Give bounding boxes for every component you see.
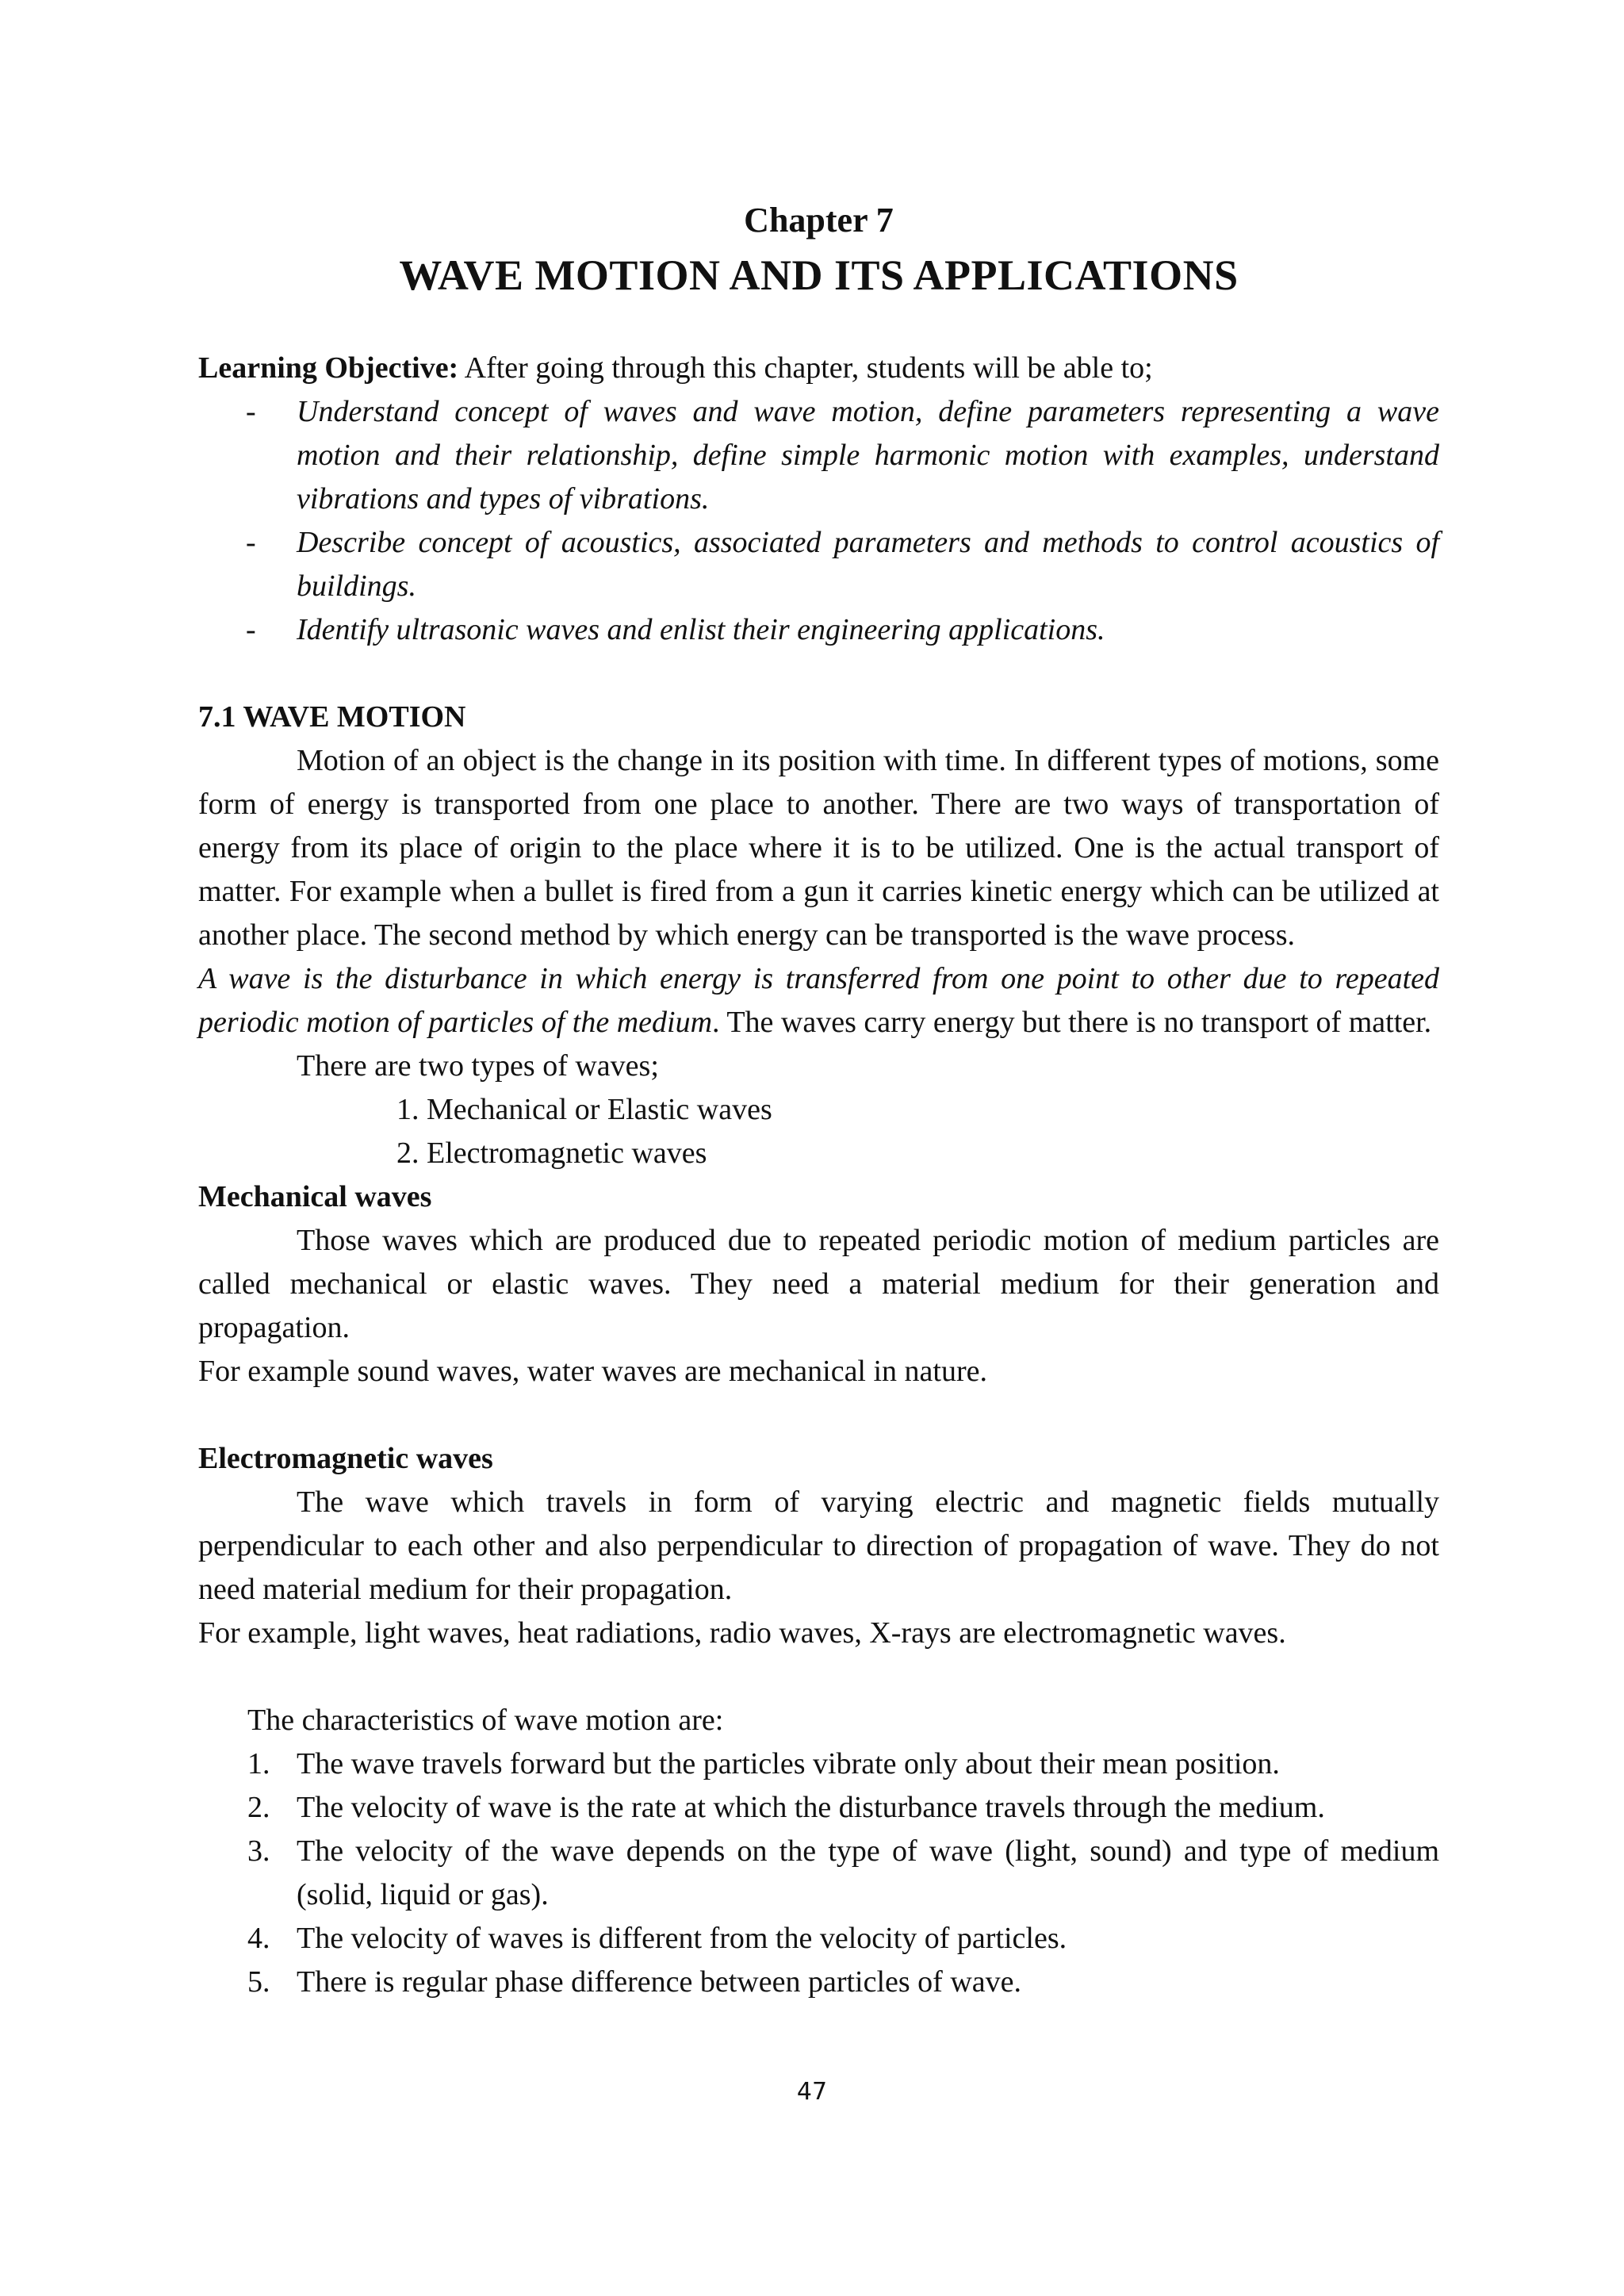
- characteristic-text: The velocity of wave is the rate at which the disturbance travels through the medium.: [297, 1791, 1325, 1824]
- mechanical-paragraph: Those waves which are produced due to repeated periodic motion of medium particles are called mechanical or elastic waves. They need a material medium for their generation and propagation.: [198, 1224, 1439, 1344]
- item-number: 3.: [247, 1834, 270, 1868]
- chapter-title: WAVE MOTION AND ITS APPLICATIONS: [399, 251, 1239, 299]
- bullet-dash: -: [246, 613, 256, 646]
- item-number: 1.: [247, 1747, 270, 1780]
- bullet-dash: -: [246, 395, 256, 428]
- objective-item: [198, 390, 1439, 521]
- objective-list: [198, 390, 1439, 652]
- characteristic-item: [198, 1917, 1439, 1961]
- wave-definition-rest: . The waves carry energy but there is no transport of matter.: [712, 1006, 1432, 1039]
- page-number: 47: [796, 2078, 828, 2106]
- chapter-number: Chapter 7: [744, 201, 894, 240]
- objective-item: [198, 521, 1439, 608]
- objective-label: Learning Objective:: [198, 351, 459, 385]
- wave-motion-paragraph: Motion of an object is the change in its position with time. In different types of motions, some form of energy is transported from one place to another. There are two ways of transportation of energy from its place of origin to the place where it is to be utilized. One is the actual transport of matter. For example when a bullet is fired from a gun it carries kinetic energy which can be utilized at another place. The second method by which energy can be transported is the wave process.: [198, 744, 1439, 952]
- characteristic-item: [198, 1961, 1439, 2004]
- wave-definition: [198, 957, 1439, 1045]
- wave-definition-italic: A wave is the disturbance in which energy is transferred from one point to other due to repeated periodic motion of particles of the medium: [198, 962, 1439, 1039]
- document-body: [198, 347, 1439, 2004]
- learning-objective: [198, 347, 1439, 390]
- electromagnetic-heading: Electromagnetic waves: [198, 1442, 493, 1475]
- objective-intro: After going through this chapter, students will be able to;: [458, 351, 1153, 385]
- section-heading: 7.1 WAVE MOTION: [198, 700, 466, 734]
- characteristic-item: [198, 1786, 1439, 1830]
- characteristic-text: There is regular phase difference between particles of wave.: [297, 1965, 1022, 1999]
- characteristic-text: The wave travels forward but the particles vibrate only about their mean position.: [297, 1747, 1280, 1780]
- objective-text: Describe concept of acoustics, associated parameters and methods to control acoustics of buildings.: [297, 526, 1439, 603]
- wave-type-item: 2. Electromagnetic waves: [396, 1137, 707, 1170]
- characteristics-intro: The characteristics of wave motion are:: [247, 1704, 724, 1737]
- item-number: 4.: [247, 1922, 270, 1955]
- characteristic-text: The velocity of waves is different from the velocity of particles.: [297, 1922, 1067, 1955]
- objective-text: Identify ultrasonic waves and enlist their engineering applications.: [297, 613, 1105, 646]
- objective-item: [198, 608, 1439, 652]
- wave-type-item: 1. Mechanical or Elastic waves: [396, 1093, 772, 1126]
- objective-text: Understand concept of waves and wave motion, define parameters representing a wave motion and their relationship, define simple harmonic motion with examples, understand vibrations and types of vibrations.: [297, 395, 1439, 516]
- wave-types-intro: There are two types of waves;: [297, 1049, 659, 1083]
- item-number: 5.: [247, 1965, 270, 1999]
- item-number: 2.: [247, 1791, 270, 1824]
- bullet-dash: -: [246, 526, 256, 559]
- characteristic-item: [198, 1742, 1439, 1786]
- characteristic-item: [198, 1830, 1439, 1917]
- characteristic-text: The velocity of the wave depends on the type of wave (light, sound) and type of medium (solid, liquid or gas).: [297, 1834, 1439, 1911]
- mechanical-heading: Mechanical waves: [198, 1180, 432, 1213]
- electromagnetic-paragraph: The wave which travels in form of varying electric and magnetic fields mutually perpendicular to each other and also perpendicular to direction of propagation of wave. They do not need material medium for their propagation.: [198, 1485, 1439, 1606]
- mechanical-example: For example sound waves, water waves are mechanical in nature.: [198, 1355, 987, 1388]
- electromagnetic-example: For example, light waves, heat radiations, radio waves, X-rays are electromagnetic waves.: [198, 1616, 1286, 1650]
